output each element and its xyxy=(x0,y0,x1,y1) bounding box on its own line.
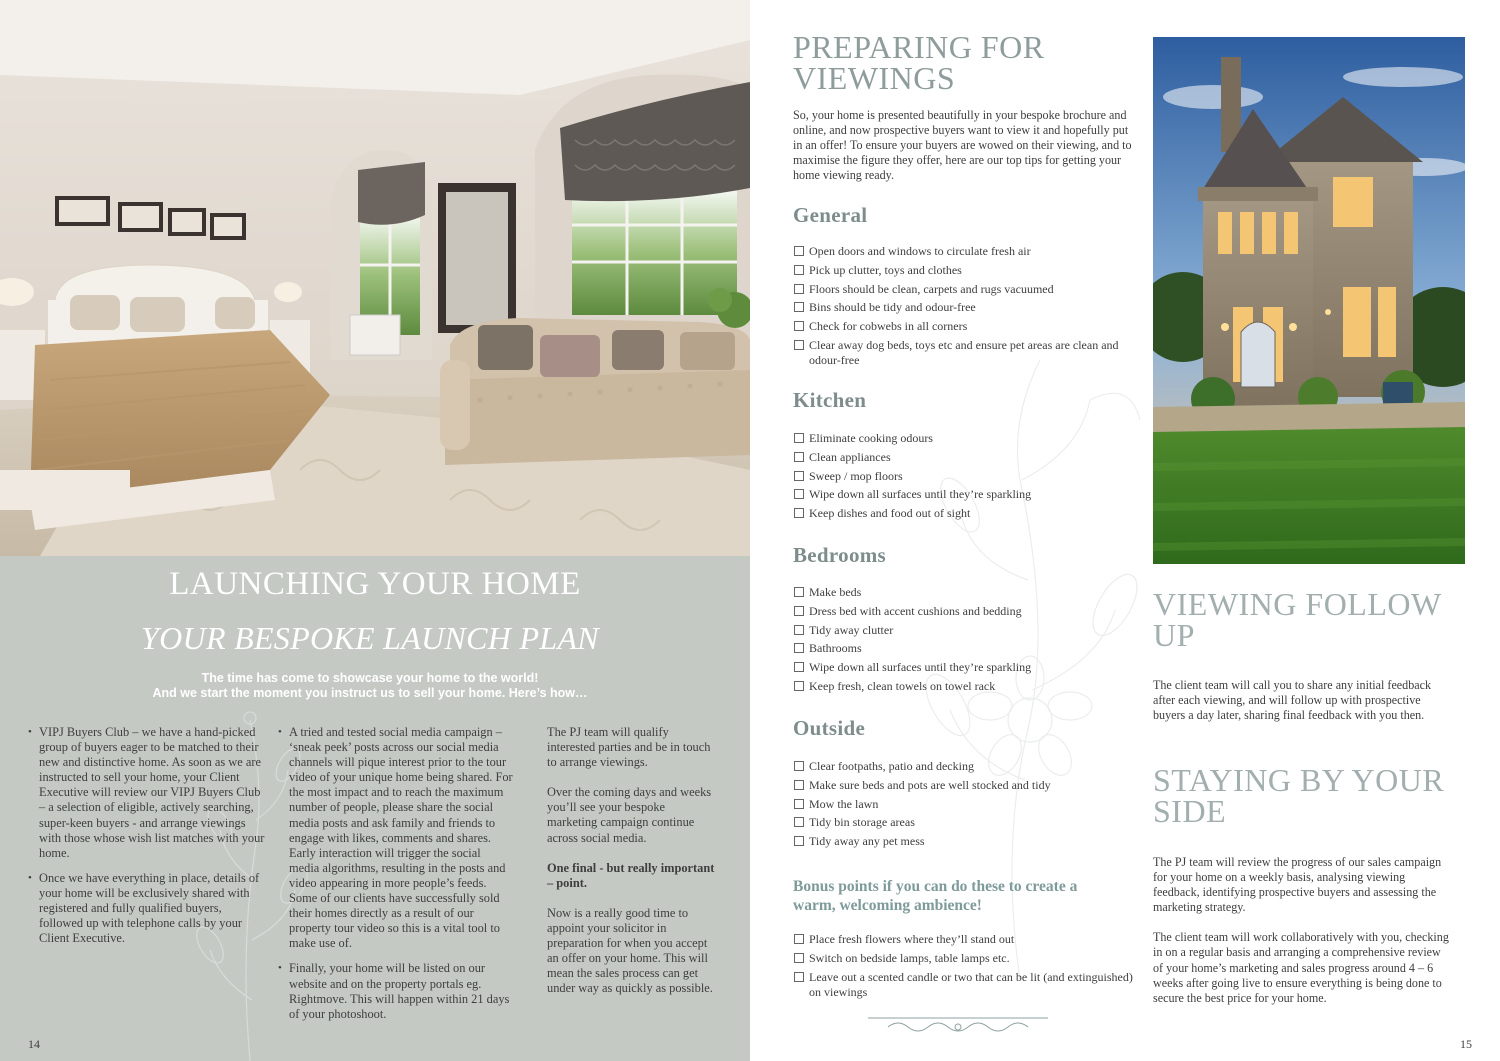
checklist-kitchen xyxy=(793,431,1133,525)
bullet-item: • VIPJ Buyers Club – we have a hand-picked group of buyers eager to be matched to their new and distinctive home. As soon as we are instructed to sell your home, your Client Executive will review our VIPJ Buyers Club – a selection of eligible, actively searching, super-keen buyers - and arrange viewings with those whose wish list matches with your home. xyxy=(28,725,268,861)
launch-subheading: YOUR BESPOKE LAUNCH PLAN xyxy=(141,620,599,656)
checklist-item: Tidy away clutter xyxy=(793,623,1133,638)
section-heading-outside: Outside xyxy=(793,716,866,740)
checklist-item: Make sure beds and pots are well stocked and tidy xyxy=(793,778,1133,793)
intro-line-2: And we start the moment you instruct us to sell your home. Here’s how… xyxy=(152,686,588,700)
bullet-item: • A tried and tested social media campaign – ‘sneak peek’ posts across our social media channels will pique interest prior to the tour video of your unique home being shared. For the most impact and to reach the maximum number of people, please share the social media posts and ask family and friends to engage with likes, comments and shares. Early interaction will trigger the social media algorithms, resulting in the posts and video appearing in more people’s feeds. Some of our clients have successfully sold their homes directly as a result of our property tour video so this is a vital tool to make use of. xyxy=(278,725,514,951)
checklist-item: Place fresh flowers where they’ll stand out xyxy=(793,932,1133,947)
checklist-item: Wipe down all surfaces until they’re sparkling xyxy=(793,660,1133,675)
section-heading-kitchen: Kitchen xyxy=(793,388,867,412)
preparing-intro: So, your home is presented beautifully in your bespoke brochure and online, and now prospective buyers want to view it and hopefully put in an offer! To ensure your buyers are wowed on their viewing, and to maximise the figure they offer, here are our top tips for getting your home viewing ready. xyxy=(793,108,1132,183)
paragraph: The client team will call you to share any initial feedback after each viewing, and will follow up with prospective buyers a day later, sharing final feedback with you then. xyxy=(1153,678,1432,723)
checklist-item: Tidy away any pet mess xyxy=(793,834,1133,849)
paragraph: Now is a really good time to appoint your solicitor in preparation for when you accept an offer on your home. This will mean the sales process can get under way as quickly as possible. xyxy=(547,905,713,996)
bullet-item: • Once we have everything in place, details of your home will be exclusively shared with registered and fully qualified buyers, followed up with telephone calls by your Client Executive. xyxy=(28,871,268,946)
paragraph-bold: One final - but really important – point. xyxy=(547,860,715,890)
checklist-bonus xyxy=(793,932,1133,1003)
follow-up-text xyxy=(1153,678,1453,738)
staying-text xyxy=(1153,855,1453,1021)
preparing-title: PREPARING FOR VIEWINGS xyxy=(793,29,1045,96)
section-heading-general: General xyxy=(793,203,868,227)
checklist-general xyxy=(793,244,1133,372)
checklist-item: Sweep / mop floors xyxy=(793,469,1133,484)
checklist-outside xyxy=(793,759,1133,853)
checklist-item: Dress bed with accent cushions and bedding xyxy=(793,604,1133,619)
checklist-item: Pick up clutter, toys and clothes xyxy=(793,263,1133,278)
checklist-item: Keep fresh, clean towels on towel rack xyxy=(793,679,1133,694)
launch-heading: LAUNCHING YOUR HOME xyxy=(169,566,581,602)
checklist-item: Clear away dog beds, toys etc and ensure pet areas are clean and odour-free xyxy=(793,338,1133,368)
bonus-heading: Bonus points if you can do these to create a warm, welcoming ambience! xyxy=(793,878,1078,914)
page-number-left: 14 xyxy=(28,1037,40,1051)
follow-up-title: VIEWING FOLLOW UP xyxy=(1153,586,1442,653)
checklist-item: Wipe down all surfaces until they’re sparkling xyxy=(793,487,1133,502)
house-photo xyxy=(1153,37,1465,564)
launch-column-1 xyxy=(28,725,268,956)
checklist-item: Switch on bedside lamps, table lamps etc. xyxy=(793,951,1133,966)
checklist-item: Tidy bin storage areas xyxy=(793,815,1133,830)
staying-title: STAYING BY YOUR SIDE xyxy=(1153,762,1445,829)
checklist-item: Check for cobwebs in all corners xyxy=(793,319,1133,334)
launch-column-2 xyxy=(278,725,514,1032)
checklist-item: Mow the lawn xyxy=(793,797,1133,812)
checklist-bedrooms xyxy=(793,585,1133,698)
checklist-item: Keep dishes and food out of sight xyxy=(793,506,1133,521)
launch-intro xyxy=(100,671,640,701)
paragraph: The client team will work collaboratively with you, checking in on a regular basis and arranging a comprehensive review of your home’s marketing and sales progress around 4 – 6 weeks after going live to ensure everything is being done to secure the best price for your home. xyxy=(1153,930,1449,1005)
page-number-right: 15 xyxy=(1460,1037,1472,1051)
checklist-item: Eliminate cooking odours xyxy=(793,431,1133,446)
checklist-item: Floors should be clean, carpets and rugs vacuumed xyxy=(793,282,1133,297)
bullet-item: • Finally, your home will be listed on our website and on the property portals eg. Rightmove. This will happen within 21 days of your photoshoot. xyxy=(278,961,514,1021)
checklist-item: Bathrooms xyxy=(793,641,1133,656)
right-page xyxy=(750,0,1500,1061)
checklist-item: Open doors and windows to circulate fresh air xyxy=(793,244,1133,259)
paragraph: The PJ team will qualify interested parties and be in touch to arrange viewings. xyxy=(547,725,711,770)
ornamental-divider-icon xyxy=(868,1013,1048,1037)
paragraph: Over the coming days and weeks you’ll see your bespoke marketing campaign continue across social media. xyxy=(547,785,712,845)
checklist-item: Make beds xyxy=(793,585,1133,600)
checklist-item: Leave out a scented candle or two that can be lit (and extinguished) on viewings xyxy=(793,970,1133,1000)
checklist-item: Bins should be tidy and odour-free xyxy=(793,300,1133,315)
launch-column-3 xyxy=(547,725,717,1011)
checklist-item: Clean appliances xyxy=(793,450,1133,465)
intro-line-1: The time has come to showcase your home to the world! xyxy=(201,671,539,685)
section-heading-bedrooms: Bedrooms xyxy=(793,543,887,567)
bedroom-photo xyxy=(0,0,750,556)
checklist-item: Clear footpaths, patio and decking xyxy=(793,759,1133,774)
paragraph: The PJ team will review the progress of our sales campaign for your home on a weekly basis, analysing viewing feedback, identifying prospective buyers and assessing the marketing strategy. xyxy=(1153,855,1442,915)
